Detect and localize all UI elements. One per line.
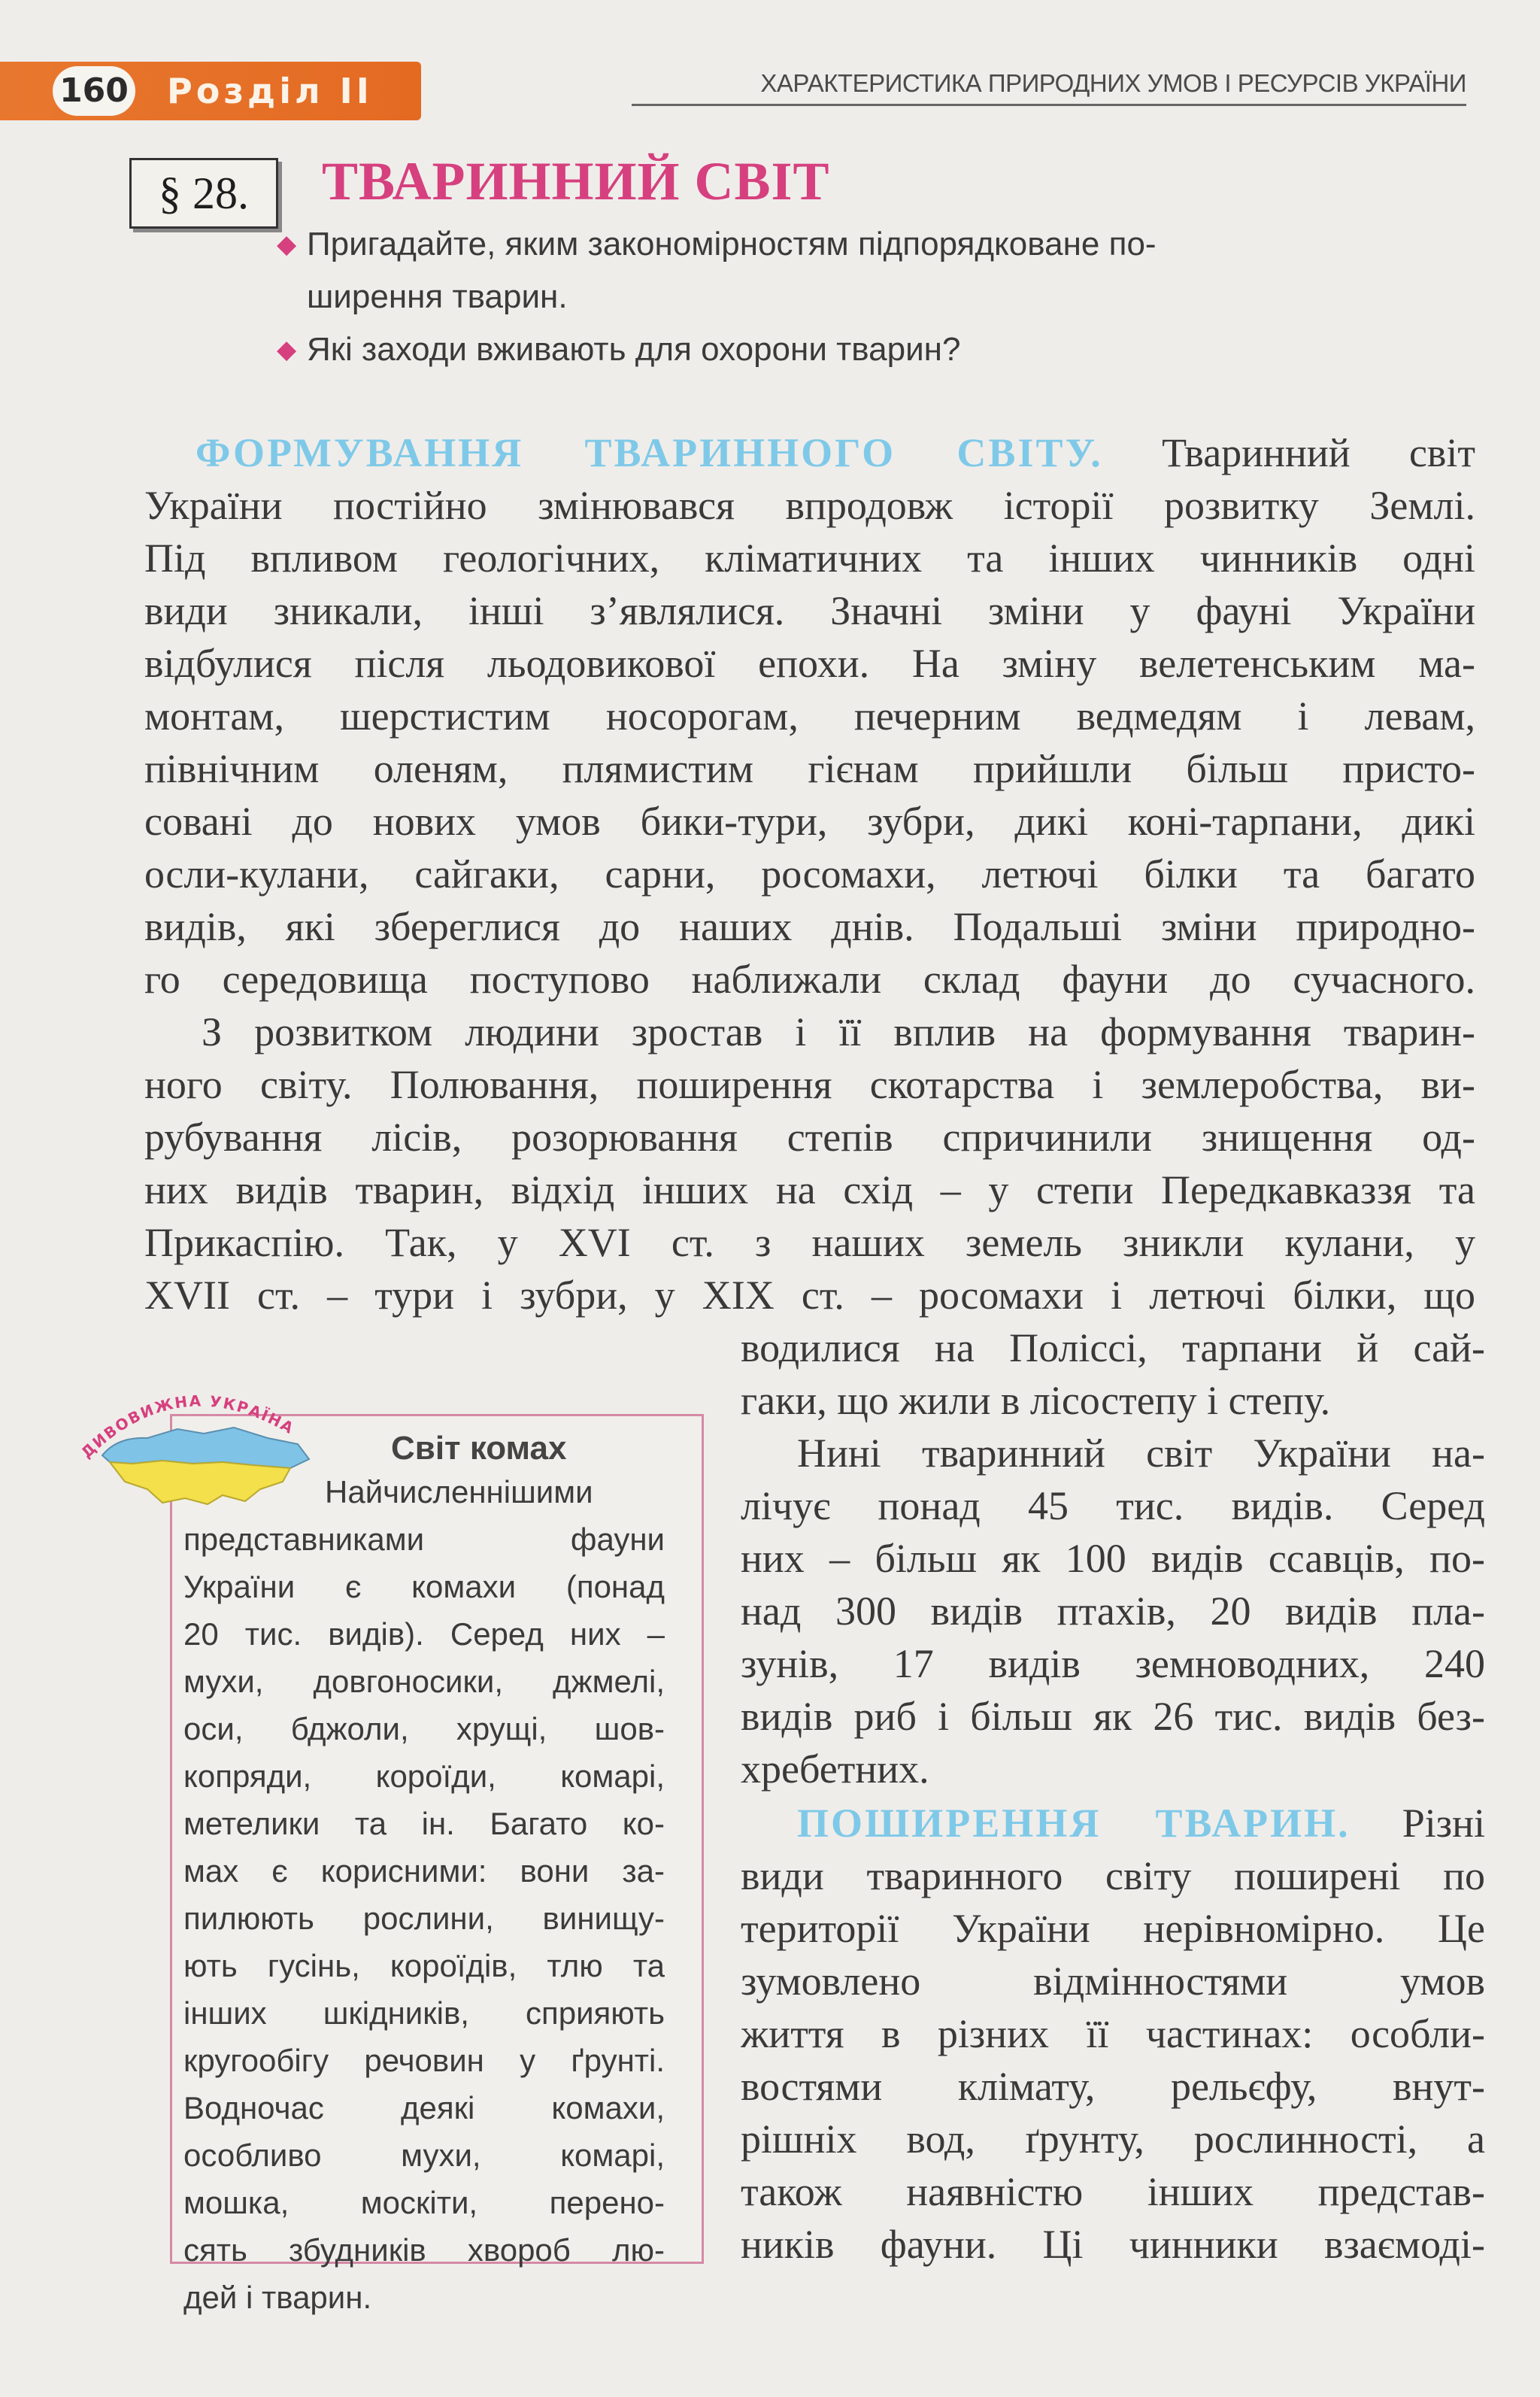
map-badge-text: ДИВОВИЖНА УКРАЇНА [77, 1391, 298, 1462]
sidebar-line: мошка, москіти, перено- [183, 2185, 665, 2220]
body-line: хребетних. [741, 1746, 929, 1792]
body-line [797, 1798, 1485, 1849]
body-line: території України нерівномірно. Це [741, 1906, 1485, 1951]
body-line: північним оленям, плямистим гієнам прийшли більш присто- [144, 746, 1475, 791]
running-head: ХАРАКТЕРИСТИКА ПРИРОДНИХ УМОВ І РЕСУРСІВ УКРАЇНИ [760, 69, 1466, 97]
body-line: совані до нових умов бики-тури, зубри, дикі коні-тарпани, дикі [144, 799, 1475, 844]
page-title: ТВАРИННИЙ СВІТ [322, 151, 830, 211]
body-line: життя в різних її частинах: особли- [741, 2011, 1485, 2056]
body-line: видів риб і більш як 26 тис. видів без- [741, 1694, 1485, 1739]
body-line: го середовища поступово наближали склад фауни до сучасного. [144, 957, 1475, 1002]
sidebar-line: оси, бджоли, хрущі, шов- [183, 1711, 665, 1746]
body-line: востями клімату, рельєфу, внут- [741, 2064, 1485, 2109]
body-line: видів, які збереглися до наших днів. Подальші зміни природно- [144, 904, 1475, 949]
sidebar-line: сять збудників хвороб лю- [183, 2232, 665, 2268]
question-2 [277, 323, 1465, 376]
body-line: види тваринного світу поширені по [741, 1853, 1485, 1898]
diamond-bullet-icon: ◆ [277, 335, 297, 364]
page-number: 160 [53, 66, 135, 116]
body-text: Різні [1402, 1801, 1485, 1846]
sidebar-line: 20 тис. видів). Серед них – [183, 1616, 665, 1652]
sidebar-line: ють гусінь, короїдів, тлю та [183, 1948, 665, 1983]
sidebar-line: дей і тварин. [183, 2280, 372, 2315]
body-line: зунів, 17 видів земноводних, 240 [741, 1641, 1485, 1686]
body-text: Тваринний світ [1162, 430, 1475, 475]
body-line: ників фауни. Ці чинники взаємоді- [741, 2222, 1485, 2267]
sidebar-line: представниками фауни [183, 1522, 665, 1557]
sidebar-line: інших шкідників, сприяють [183, 1995, 665, 2031]
question-1-line-2: ширення тварин. [307, 278, 568, 315]
question-1-line-1: Пригадайте, яким закономірностям підпорядковане по- [307, 226, 1157, 262]
body-line: зумовлено відмінностями умов [741, 1959, 1485, 2004]
body-line: над 300 видів птахів, 20 видів пла- [741, 1588, 1485, 1634]
header-rule [632, 104, 1466, 106]
body-line: монтам, шерстистим носорогам, печерним ведмедям і левам, [144, 693, 1475, 739]
question-1 [277, 218, 1465, 323]
sidebar-line: Найчисленнішими [325, 1474, 593, 1510]
sidebar-line: особливо мухи, комарі, [183, 2138, 665, 2173]
diamond-bullet-icon: ◆ [277, 230, 297, 259]
sidebar-line: кругообігу речовин у ґрунті. [183, 2043, 665, 2078]
body-line: них – більш як 100 видів ссавців, по- [741, 1536, 1485, 1581]
body-line: види зникали, інші з’являлися. Значні зміни у фауні України [144, 588, 1475, 633]
body-line: З розвитком людини зростав і її вплив на формування тварин- [202, 1009, 1475, 1054]
body-line: Нині тваринний світ України на- [797, 1431, 1485, 1476]
sidebar-line: мухи, довгоносики, джмелі, [183, 1664, 665, 1699]
body-line [196, 427, 1475, 478]
sidebar-line: Водночас деякі комахи, [183, 2090, 665, 2125]
body-line: водилися на Поліссі, тарпани й сай- [741, 1325, 1485, 1370]
body-line: також наявністю інших представ- [741, 2169, 1485, 2214]
section-heading-distribution: ПОШИРЕННЯ ТВАРИН. [797, 1801, 1351, 1846]
paragraph-number: § 28. [129, 158, 278, 229]
section-label: Розділ II [167, 71, 373, 111]
body-line: Прикаспію. Так, у XVI ст. з наших земель зникли кулани, у [144, 1220, 1475, 1265]
body-line: них видів тварин, відхід інших на схід – у степи Передкавказзя та [144, 1167, 1475, 1212]
body-line: лічує понад 45 тис. видів. Серед [741, 1483, 1485, 1528]
ukraine-map-icon [72, 1369, 320, 1534]
sidebar-title: Світ комах [391, 1430, 567, 1467]
body-line: ного світу. Полювання, поширення скотарства і землеробства, ви- [144, 1062, 1475, 1107]
sidebar-line: України є комахи (понад [183, 1569, 665, 1604]
sidebar-line: мах є корисними: вони за- [183, 1853, 665, 1889]
body-line: гаки, що жили в лісостепу і степу. [741, 1378, 1331, 1423]
body-line: рубування лісів, розорювання степів спричинили знищення од- [144, 1115, 1475, 1160]
body-line: Під впливом геологічних, кліматичних та інших чинників одні [144, 536, 1475, 581]
sidebar-line: метелики та ін. Багато ко- [183, 1806, 665, 1841]
sidebar-line: копряди, короїди, комарі, [183, 1758, 665, 1794]
body-line: відбулися після льодовикової епохи. На зміну велетенським ма- [144, 641, 1475, 686]
body-line: України постійно змінювався впродовж історії розвитку Землі. [144, 483, 1475, 528]
body-line: рішніх вод, ґрунту, рослинності, а [741, 2116, 1485, 2162]
section-heading-formation: ФОРМУВАННЯ ТВАРИННОГО СВІТУ. [196, 430, 1103, 475]
body-line: XVII ст. – тури і зубри, у XIX ст. – росомахи і летючі білки, що [144, 1273, 1475, 1318]
question-2-line-1: Які заходи вживають для охорони тварин? [307, 331, 961, 368]
body-line: осли-кулани, сайгаки, сарни, росомахи, летючі білки та багато [144, 851, 1475, 897]
sidebar-line: пилюють рослини, винищу- [183, 1901, 665, 1936]
